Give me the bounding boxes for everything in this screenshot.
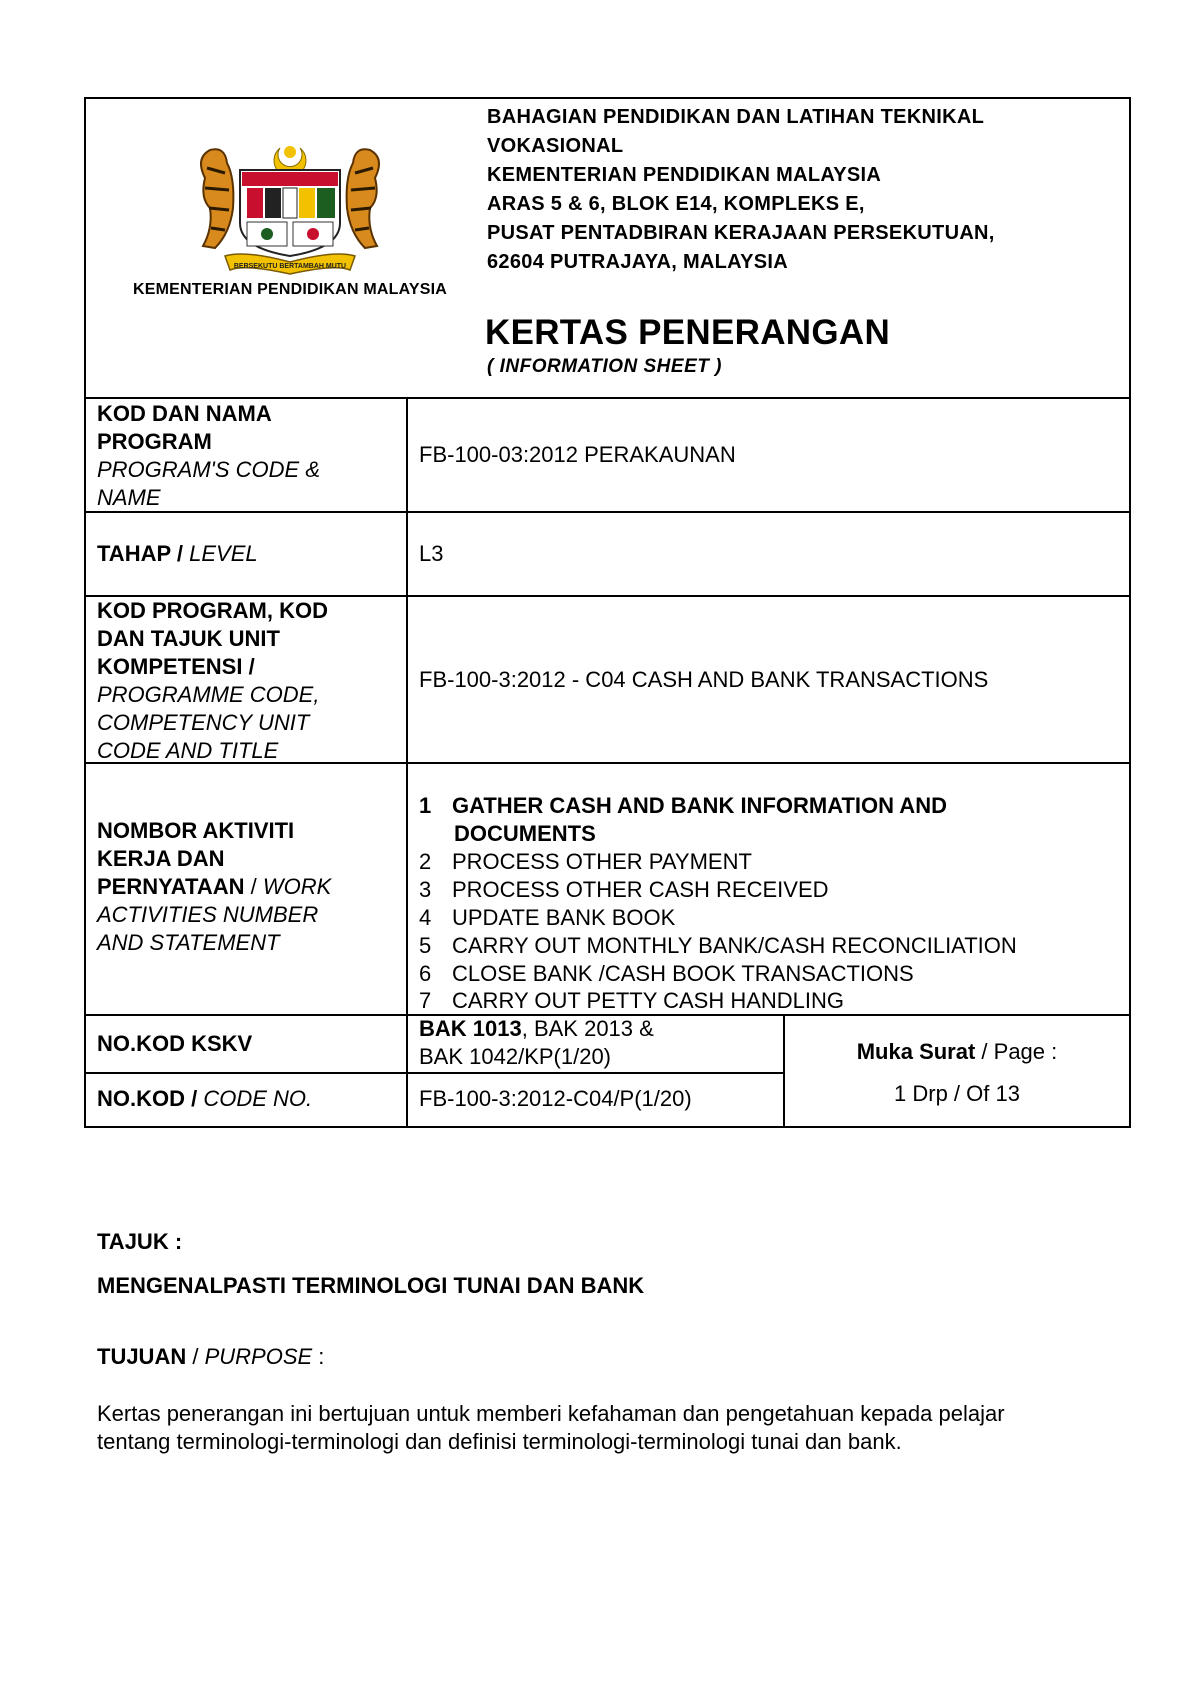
column-divider-main (406, 397, 408, 1128)
activity-item: 5 CARRY OUT MONTHLY BANK/CASH RECONCILIATION (419, 933, 1017, 958)
address-line: 62604 PUTRAJAYA, MALAYSIA (487, 251, 788, 273)
level-label: TAHAP / LEVEL (97, 541, 258, 566)
tajuk-label: TAJUK : (97, 1229, 183, 1254)
unit-label: KOD PROGRAM, KOD DAN TAJUK UNIT KOMPETENSI / PROGRAMME CODE, COMPETENCY UNIT CODE AND TITLE (97, 598, 328, 763)
page-label: Muka Surat / Page : (856, 1039, 1058, 1064)
table-border-left (84, 97, 86, 1128)
coat-of-arms-icon (185, 138, 395, 278)
activity-item: 7 CARRY OUT PETTY CASH HANDLING (419, 988, 845, 1013)
address-line: PUSAT PENTADBIRAN KERAJAAN PERSEKUTUAN, (487, 222, 995, 244)
document-title: KERTAS PENERANGAN (485, 313, 891, 352)
table-border-bottom (84, 1126, 1131, 1128)
tujuan-heading: TUJUAN / PURPOSE : (97, 1344, 325, 1369)
activity-item: 1 GATHER CASH AND BANK INFORMATION AND (419, 793, 947, 818)
address-line: ARAS 5 & 6, BLOK E14, KOMPLEKS E, (487, 193, 865, 215)
activity-item: 2 PROCESS OTHER PAYMENT (419, 849, 752, 874)
table-border-right (1129, 97, 1131, 1128)
activity-item-continuation: DOCUMENTS (454, 821, 596, 846)
page-value: 1 Drp / Of 13 (894, 1081, 1020, 1106)
tajuk-value: MENGENALPASTI TERMINOLOGI TUNAI DAN BANK (97, 1273, 645, 1298)
code-value: FB-100-3:2012-C04/P(1/20) (419, 1086, 692, 1111)
row-divider-kskv (84, 1072, 784, 1074)
activities-label: NOMBOR AKTIVITI KERJA DAN PERNYATAAN / WORK ACTIVITIES NUMBER AND STATEMENT (97, 818, 332, 955)
crest-caption: KEMENTERIAN PENDIDIKAN MALAYSIA (132, 281, 448, 298)
program-value: FB-100-03:2012 PERAKAUNAN (419, 442, 736, 467)
crest-motto: BERSEKUTU BERTAMBAH MUTU (233, 263, 347, 270)
unit-value: FB-100-3:2012 - C04 CASH AND BANK TRANSACTIONS (419, 667, 989, 692)
level-value: L3 (419, 541, 444, 566)
address-line: KEMENTERIAN PENDIDIKAN MALAYSIA (487, 164, 882, 186)
header-address (487, 103, 995, 277)
activity-item: 4 UPDATE BANK BOOK (419, 905, 676, 930)
ministry-crest (185, 138, 475, 298)
activity-item: 3 PROCESS OTHER CASH RECEIVED (419, 877, 829, 902)
kskv-label: NO.KOD KSKV (97, 1031, 253, 1056)
column-divider-page (783, 1014, 785, 1128)
document-subtitle: ( INFORMATION SHEET ) (487, 356, 722, 377)
code-label: NO.KOD / CODE NO. (97, 1086, 313, 1111)
address-line: VOKASIONAL (487, 135, 624, 157)
table-border-top (84, 97, 1131, 99)
activity-item: 6 CLOSE BANK /CASH BOOK TRANSACTIONS (419, 961, 914, 986)
row-divider-header (84, 397, 1131, 399)
program-label: KOD DAN NAMA PROGRAM PROGRAM'S CODE & NAME (97, 401, 321, 510)
kskv-value: BAK 1013, BAK 2013 & BAK 1042/KP(1/20) (419, 1016, 654, 1069)
address-line: BAHAGIAN PENDIDIKAN DAN LATIHAN TEKNIKAL (487, 106, 985, 128)
purpose-paragraph: Kertas penerangan ini bertujuan untuk memberi kefahaman dan pengetahuan kepada pelajar tentang terminologi-terminologi dan definisi terminologi-terminologi tunai dan bank. (97, 1401, 1005, 1454)
